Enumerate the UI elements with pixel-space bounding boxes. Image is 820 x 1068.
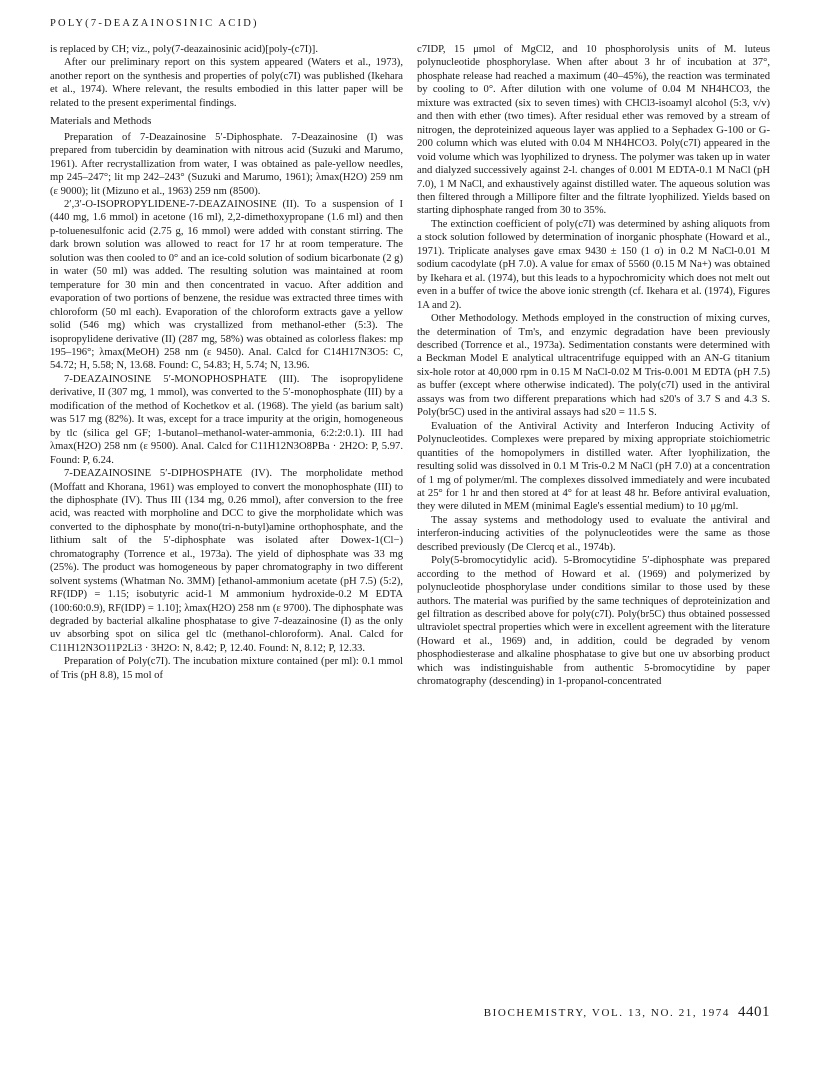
intro-paragraph: After our preliminary report on this system appeared (Waters et al., 1973), another report on the synthesis and properties of poly(c7I) was published (Ikehara et al., 1974). Where relevant, the results embodied in this latter paper will be related to the present experimental findings. <box>50 57 403 109</box>
left-column <box>50 43 403 682</box>
paragraph-poly-c7i-continued: c7IDP, 15 μmol of MgCl2, and 10 phosphorolysis units of M. luteus polynucleotide phosphorylase. When after about 3 hr of incubation at 37°, phosphate release had reached a maximum (40–45%), the reaction was terminated by cooling to 0°. After dilution with one volume of 0.04 M NH4HCO3, the mixture was extracted (six to seven times) with CHCl3-isoamyl alcohol (5:3, v/v) and then with ether (two times). After residual ether was removed by a stream of nitrogen, the deproteinized aqueous layer was applied to a Sephadex G-100 or G-200 column which was eluted with 0.04 M NH4HCO3. Poly(c7I) appeared in the void volume which was lyophilized to dryness. The polymer was taken up in water and dialyzed successively against 2-l. changes of 0.001 M EDTA-0.1 M NaCl (pH 7.0), 1 M NaCl, and exhaustively against distilled water. The aqueous solution was then filtered through a Millipore filter and the filtrate lyophilized. Yields based on starting diphosphate ranged from 30 to 35%. <box>417 44 770 217</box>
intro-paragraph-continued: is replaced by CH; viz., poly(7-deazainosinic acid)[poly-(c7I)]. <box>50 44 318 55</box>
paragraph-other-methodology: Other Methodology. Methods employed in the construction of mixing curves, the determination of Tm's, and enzymic degradation have been previously described (Torrence et al., 1973a). Sedimentation constants were determined with a Beckman Model E analytical ultracentrifuge equipped with an AN-G titanium six-hole rotor at 40,000 rpm in 0.15 M NaCl-0.02 M Tris-0.001 M EDTA (pH 7.5) as buffer (except where otherwise indicated). The poly(c7I) used in the antiviral assays was from two different preparations which had s20's of 3.7 S and 4.3 S. Poly(br5C) used in the antiviral assays had s20 = 11.5 S. <box>417 313 770 419</box>
running-head: POLY(7-DEAZAINOSINIC ACID) <box>50 18 259 29</box>
paragraph-poly-bromocytidylic: Poly(5-bromocytidylic acid). 5-Bromocytidine 5′-diphosphate was prepared according to the method of Howard et al. (1969) and polymerized by polynucleotide phosphorylase under conditions similar to those used by these authors. The material was purified by the same techniques of deproteinization and gel filtration as described above for poly(c7I). Poly(br5C) thus obtained possessed ultraviolet spectral properties which were in excellent agreement with the literature (Howard et al., 1969) and, in addition, could be degraded by venom phosphodiesterase and alkaline phosphatase to give but one uv absorbing product which was indistinguishable from authentic 5-bromocytidine by paper chromatography (descending) in 1-propanol-concentrated <box>417 555 770 688</box>
journal-citation: BIOCHEMISTRY, VOL. 13, NO. 21, 1974 <box>483 1007 730 1019</box>
paragraph-diphosphate: 7-DEAZAINOSINE 5′-DIPHOSPHATE (IV). The morpholidate method (Moffatt and Khorana, 1961) was employed to convert the monophosphate (III) to the diphosphate (IV). Thus III (134 mg, 0.26 mmol), after conversion to the free acid, was reacted with morpholine and DCC to give the morpholidate which was converted to the diphosphate by mono(tri-n-butyl)amine orthophosphate, and the lithium salt of the 5′-diphosphate was isolated after Dowex-1(Cl−) chromatography (Torrence et al., 1973a). The yield of diphosphate was 33 mg (25%). The product was homogeneous by paper chromatography in two different solvent systems (Whatman No. 3MM) [ethanol-ammonium acetate (pH 7.5) (5:2), RF(IDP) = 1.15; isobutyric acid-1 M ammonium hydroxide-0.2 M EDTA (100:60:0.9), RF(IDP) = 1.10]; λmax(H2O) 258 nm (ε 9700). The diphosphate was degraded by bacterial alkaline phosphatase to give 7-deazainosine (I) as the only uv absorbing spot on silica gel tlc (methanol-chloroform). Anal. Calcd for C11H12N3O11P2Li3 · 3H2O: N, 8.42; P, 12.40. Found: N, 8.12; P, 12.33. <box>50 468 403 654</box>
paragraph-assay-systems: The assay systems and methodology used to evaluate the antiviral and interferon-inducing activities of the polynucleotides were the same as those described previously (De Clercq et al., 1974b). <box>417 514 770 553</box>
page-footer <box>484 1004 770 1021</box>
paragraph-antiviral-evaluation: Evaluation of the Antiviral Activity and Interferon Inducing Activity of Polynucleotides. Complexes were prepared by mixing appropriate stoichiometric quantities of the homopolymers in distilled water. After lyophilization, the resulting solid was dissolved in 0.1 M Tris-0.2 M NaCl (pH 7.0) at a concentration of 1 mg of polymer/ml. The complexes dissolved immediately and were incubated at 25° for 1 hr and then stored at 4° for at least 48 hr. Before antiviral evaluation, they were diluted in MEM (minimal Eagle's essential medium) to 10 μg/ml. <box>417 420 770 513</box>
right-column <box>417 43 770 689</box>
page-number: 4401 <box>738 1004 770 1020</box>
paragraph-prep-poly-c7i: Preparation of Poly(c7I). The incubation mixture contained (per ml): 0.1 mmol of Tris (pH 8.8), 15 mol of <box>50 656 403 681</box>
paragraph-extinction-coefficient: The extinction coefficient of poly(c7I) was determined by ashing aliquots from a stock solution followed by determination of inorganic phosphate (Howard et al., 1971). Triplicate analyses gave εmax 9430 ± 150 (1 σ) in 0.2 M NaCl-0.01 M sodium cacodylate (pH 7.0). A value for εmax of 5560 (0.15 M Na+) was obtained by Ikehara et al. (1974), but this leads to a hypochromicity which does not melt out even in a buffer of twice the above ionic strength (cf. Ikehara et al. (1974), Figures 1A and 2). <box>417 218 770 311</box>
paragraph-isopropylidene-deazainosine: 2′,3′-O-ISOPROPYLIDENE-7-DEAZAINOSINE (II). To a suspension of I (440 mg, 1.6 mmol) in acetone (16 ml), 2,2-dimethoxypropane (1.6 ml) and then p-toluenesulfonic acid (2.75 g, 16 mmol) were added with constant stirring. The dark brown solution was allowed to react for 17 hr at room temperature. The solution was then cooled to 0° and an ice-cold solution of sodium bicarbonate (2 g) in water (50 ml) was added. The resulting solution was maintained at room temperature for 30 min and then concentrated in vacuo. After addition and evaporation of two portions of benzene, the residue was extracted three times with chloroform (50 ml each). Evaporation of the chloroform extracts gave a yellow solid (546 mg) which was crystallized from methanol-ether (5:3). The isopropylidene derivative (II) (287 mg, 58%) was obtained as colorless flakes: mp 195–196°; λmax(MeOH) 258 nm (ε 9450). Anal. Calcd for C14H17N3O5: C, 54.72; H, 5.58; N, 13.68. Found: C, 54.83; H, 5.74; N, 13.96. <box>50 198 403 372</box>
paragraph-monophosphate: 7-DEAZAINOSINE 5′-MONOPHOSPHATE (III). The isopropylidene derivative, II (307 mg, 1 mmol), was converted to the 5′-monophosphate (III) by a modification of the method of Kochetkov et al. (1968). The yield (as barium salt) was 517 mg (82%). It was, except for a trace impurity at the origin, homogeneous by tlc (silica gel GF; 1-butanol–methanol-water-ammonia, 6:2:2:0.1). III had λmax(H2O) 258 nm (ε 9500). Anal. Calcd for C11H12N3O8PBa · 2H2O: P, 5.97. Found: P, 6.24. <box>50 373 403 466</box>
paragraph-prep-deazainosine-diphosphate: Preparation of 7-Deazainosine 5′-Diphosphate. 7-Deazainosine (I) was prepared from tubercidin by deamination with nitrous acid (Suzuki and Marumo, 1961). After recrystallization from water, I was obtained as pale-yellow needles, mp 245–247°; lit mp 242–243° (Suzuki and Marumo, 1961); λmax(H2O) 259 nm (ε 9000); lit (Mizuno et al., 1963) 259 nm (8500). <box>50 131 403 197</box>
section-heading-materials-methods: Materials and Methods <box>50 115 152 128</box>
